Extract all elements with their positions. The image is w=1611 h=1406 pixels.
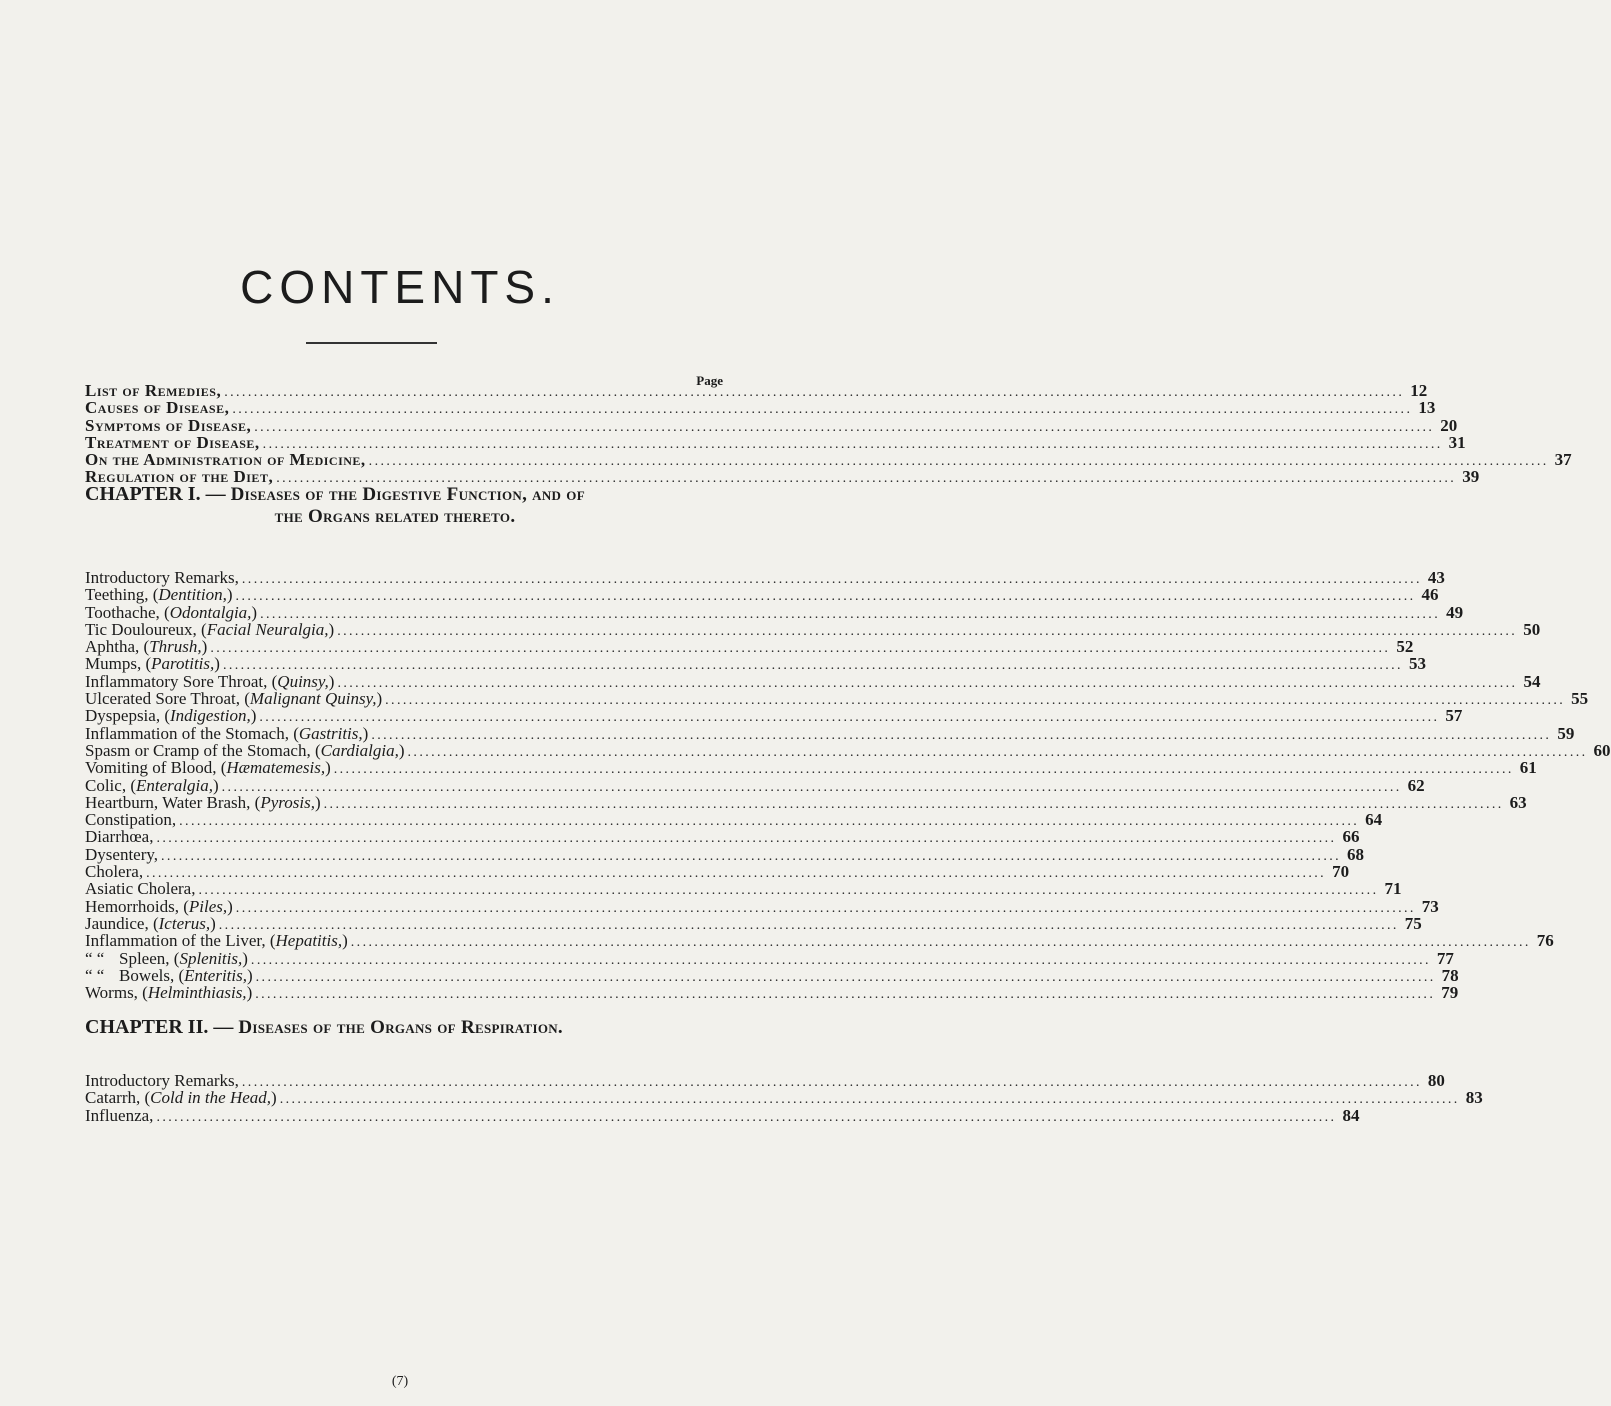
toc-page-number: 59 bbox=[1557, 723, 1575, 743]
toc-entry-paren: ) bbox=[271, 1088, 277, 1108]
toc-page-number: 61 bbox=[1519, 758, 1537, 778]
toc-entry bbox=[85, 415, 1458, 435]
chapter-2-subtitle: Diseases of the Organs of Respiration. bbox=[238, 1017, 563, 1038]
dot-leader: ........................................................................................................................................................................................................ bbox=[235, 900, 1416, 916]
toc-page-number: 70 bbox=[1332, 862, 1350, 882]
toc-page-number: 46 bbox=[1421, 585, 1439, 605]
chapter-2-entries bbox=[85, 1071, 1483, 1125]
toc-page-number: 62 bbox=[1407, 775, 1425, 795]
dot-leader: ........................................................................................................................................................................................................ bbox=[371, 727, 1552, 743]
toc-entry bbox=[85, 381, 1428, 400]
chapter-1-subtitle-line2: the Organs related thereto. bbox=[274, 506, 516, 527]
toc-page-number: 63 bbox=[1509, 792, 1527, 812]
toc-entry-label: Teething, ( bbox=[85, 585, 159, 605]
toc-entry-title bbox=[85, 915, 216, 932]
toc-page-number: 31 bbox=[1448, 432, 1466, 452]
toc-entry-paren: ) bbox=[325, 758, 331, 778]
toc-entry-paren: ) bbox=[242, 948, 248, 968]
toc-entry-latin-name: Quinsy, bbox=[277, 671, 329, 691]
toc-entry-label: Heartburn, Water Brash, ( bbox=[85, 792, 261, 812]
toc-entry-label: Jaundice, ( bbox=[85, 913, 159, 933]
toc-entry-title bbox=[85, 417, 251, 434]
chapter-1-heading bbox=[85, 483, 725, 528]
dot-leader: ........................................................................................................................................................................................................ bbox=[259, 710, 1440, 726]
toc-entry-label: Inflammation of the Stomach, ( bbox=[85, 723, 299, 743]
toc-page-number: 55 bbox=[1571, 689, 1589, 709]
dot-leader: ........................................................................................................................................................................................................ bbox=[218, 917, 1399, 933]
toc-entry-paren: ) bbox=[342, 931, 348, 951]
dot-leader: ........................................................................................................................................................................................................ bbox=[198, 883, 1379, 899]
toc-entry bbox=[85, 1088, 1483, 1108]
dot-leader: ........................................................................................................................................................................................................ bbox=[337, 623, 1518, 639]
page-title: CONTENTS. bbox=[240, 261, 560, 313]
page-folio: (7) bbox=[391, 1374, 409, 1389]
toc-entry bbox=[85, 1105, 1360, 1125]
toc-page-number: 20 bbox=[1440, 415, 1458, 435]
toc-entry bbox=[85, 775, 1425, 795]
toc-entry-label: Diarrhœa, bbox=[85, 827, 154, 847]
toc-entry bbox=[85, 432, 1466, 452]
dot-leader: ........................................................................................................................................................................................................ bbox=[385, 693, 1566, 709]
toc-entry-title bbox=[85, 967, 253, 984]
toc-page-number: 13 bbox=[1418, 398, 1436, 418]
dot-leader: ........................................................................................................................................................................................................ bbox=[260, 606, 1441, 622]
dot-leader: ........................................................................................................................................................................................................ bbox=[250, 952, 1431, 968]
toc-entry-label: Bowels, ( bbox=[119, 965, 185, 985]
toc-entry bbox=[85, 948, 1454, 968]
ditto-mark: “ “ bbox=[85, 948, 105, 968]
dot-leader: ........................................................................................................................................................................................................ bbox=[350, 935, 1531, 951]
toc-entry bbox=[85, 706, 1463, 726]
toc-entry-label: Regulation of the Diet, bbox=[85, 467, 274, 487]
dot-leader: ........................................................................................................................................................................................................ bbox=[255, 969, 1436, 985]
toc-entry bbox=[85, 619, 1541, 639]
toc-entry-label: Dyspepsia, ( bbox=[85, 706, 170, 726]
toc-entry-title bbox=[85, 794, 321, 811]
toc-entry bbox=[85, 398, 1436, 418]
toc-page-number: 50 bbox=[1523, 619, 1541, 639]
toc-entry-paren: ) bbox=[376, 689, 383, 709]
toc-entry bbox=[85, 654, 1426, 674]
toc-page-number: 49 bbox=[1446, 602, 1464, 622]
dot-leader: ........................................................................................................................................................................................................ bbox=[210, 641, 1391, 657]
dot-leader: ........................................................................................................................................................................................................ bbox=[235, 589, 1416, 605]
toc-entry-title bbox=[85, 707, 256, 724]
front-matter-list bbox=[85, 381, 1572, 487]
dot-leader: ........................................................................................................................................................................................................ bbox=[146, 866, 1327, 882]
toc-entry-title bbox=[85, 673, 334, 690]
toc-entry-latin-name: Thrush, bbox=[149, 637, 202, 657]
dot-leader: ........................................................................................................................................................................................................ bbox=[333, 762, 1514, 778]
toc-entry-title bbox=[85, 828, 153, 845]
title-rule bbox=[306, 342, 437, 344]
toc-entry-latin-name: Parotitis, bbox=[151, 654, 215, 674]
toc-page-number: 12 bbox=[1410, 381, 1428, 400]
toc-page-number: 54 bbox=[1523, 671, 1541, 691]
toc-entry-latin-name: Hepatitis, bbox=[275, 931, 343, 951]
toc-entry-paren: ) bbox=[246, 965, 253, 985]
toc-entry-label: Asiatic Cholera, bbox=[85, 879, 196, 899]
toc-entry bbox=[85, 862, 1350, 882]
toc-entry-label: Ulcerated Sore Throat, ( bbox=[85, 689, 250, 709]
toc-entry bbox=[85, 931, 1554, 951]
toc-page-number: 79 bbox=[1441, 983, 1459, 1003]
toc-page-number: 76 bbox=[1536, 931, 1554, 951]
toc-entry-latin-name: Helminthiasis, bbox=[147, 983, 247, 1003]
toc-entry-label: Inflammation of the Liver, ( bbox=[85, 931, 276, 951]
dot-leader: ........................................................................................................................................................................................................ bbox=[222, 658, 1403, 674]
toc-entry-title bbox=[85, 1072, 239, 1089]
dot-leader: ........................................................................................................................................................................................................ bbox=[161, 848, 1342, 864]
toc-entry-paren: ) bbox=[246, 983, 253, 1003]
toc-entry-label: Vomiting of Blood, ( bbox=[85, 758, 227, 778]
toc-entry-title bbox=[85, 811, 176, 828]
toc-entry-title bbox=[85, 1107, 153, 1124]
dot-leader: ........................................................................................................................................................................................................ bbox=[224, 385, 1405, 400]
toc-entry-label: Tic Douloureux, ( bbox=[85, 619, 207, 639]
chapter-2-heading bbox=[85, 1016, 725, 1039]
toc-entry-paren: ) bbox=[314, 792, 321, 812]
toc-entry-title bbox=[85, 382, 221, 399]
dot-leader: ........................................................................................................................................................................................................ bbox=[255, 987, 1436, 1003]
toc-entry-paren: ) bbox=[227, 896, 233, 916]
toc-entry-title bbox=[85, 742, 405, 759]
toc-entry bbox=[85, 792, 1527, 812]
toc-entry-title bbox=[85, 777, 219, 794]
toc-entry-paren: ) bbox=[214, 654, 220, 674]
toc-page-number: 83 bbox=[1465, 1088, 1483, 1108]
toc-entry-latin-name: Icterus, bbox=[158, 913, 211, 933]
dot-leader: ........................................................................................................................................................................................................ bbox=[221, 779, 1402, 795]
toc-entry bbox=[85, 913, 1422, 933]
toc-entry-title bbox=[85, 1089, 277, 1106]
toc-page-number: 84 bbox=[1342, 1105, 1360, 1125]
dot-leader: ........................................................................................................................................................................................................ bbox=[232, 402, 1413, 418]
toc-page-number: 68 bbox=[1347, 844, 1365, 864]
toc-entry-paren: ) bbox=[362, 723, 369, 743]
toc-entry-label: Spasm or Cramp of the Stomach, ( bbox=[85, 740, 321, 760]
toc-entry-latin-name: Gastritis, bbox=[298, 723, 363, 743]
toc-entry bbox=[85, 740, 1611, 760]
toc-entry bbox=[85, 450, 1572, 470]
toc-entry bbox=[85, 965, 1459, 985]
toc-entry-latin-name: Odontalgia, bbox=[169, 602, 252, 622]
toc-entry-label: Toothache, ( bbox=[85, 602, 170, 622]
toc-entry-paren: ) bbox=[251, 602, 258, 622]
toc-entry-latin-name: Pyrosis, bbox=[260, 792, 315, 812]
dot-leader: ........................................................................................................................................................................................................ bbox=[323, 796, 1504, 812]
toc-entry-title bbox=[85, 638, 207, 655]
toc-entry-label: Symptoms of Disease, bbox=[85, 415, 252, 435]
toc-entry bbox=[85, 568, 1445, 587]
toc-entry-latin-name: Cardialgia, bbox=[320, 740, 399, 760]
toc-entry-label: Inflammatory Sore Throat, ( bbox=[85, 671, 278, 691]
toc-entry-label: Spleen, ( bbox=[119, 948, 180, 968]
toc-entry-label: Worms, ( bbox=[85, 983, 148, 1003]
toc-entry bbox=[85, 602, 1464, 622]
toc-entry bbox=[85, 671, 1541, 691]
toc-entry-latin-name: Piles, bbox=[188, 896, 228, 916]
toc-entry-label: Constipation, bbox=[85, 810, 177, 830]
toc-entry-label: On the Administration of Medicine, bbox=[85, 450, 366, 470]
toc-entry bbox=[85, 810, 1383, 830]
toc-entry-title bbox=[85, 759, 331, 776]
toc-page-number: 71 bbox=[1384, 879, 1402, 899]
toc-entry-paren: ) bbox=[226, 585, 233, 605]
ditto-mark: “ “ bbox=[85, 965, 105, 985]
toc-entry-paren: ) bbox=[210, 913, 216, 933]
toc-page-number: 64 bbox=[1365, 810, 1383, 830]
toc-entry-latin-name: Enteritis, bbox=[184, 965, 247, 985]
toc-page-number: 37 bbox=[1554, 450, 1572, 470]
toc-page-number: 77 bbox=[1436, 948, 1454, 968]
toc-entry-label: Colic, ( bbox=[85, 775, 136, 795]
chapter-1-entries bbox=[85, 568, 1611, 1003]
dot-leader: ........................................................................................................................................................................................................ bbox=[337, 675, 1518, 691]
dot-leader: ........................................................................................................................................................................................................ bbox=[407, 744, 1588, 760]
toc-page-number: 75 bbox=[1404, 913, 1422, 933]
toc-page-number: 66 bbox=[1342, 827, 1360, 847]
toc-entry-paren: ) bbox=[212, 775, 219, 795]
dot-leader: ........................................................................................................................................................................................................ bbox=[254, 419, 1435, 435]
toc-entry-label: Introductory Remarks, bbox=[85, 568, 239, 587]
toc-page-number: 78 bbox=[1441, 965, 1459, 985]
toc-entry-label: Aphtha, ( bbox=[85, 637, 150, 657]
toc-entry bbox=[85, 1071, 1445, 1090]
toc-entry-title bbox=[85, 846, 158, 863]
toc-entry-paren: ) bbox=[398, 740, 405, 760]
dot-leader: ........................................................................................................................................................................................................ bbox=[279, 1092, 1460, 1108]
toc-entry-paren: ) bbox=[201, 637, 208, 657]
chapter-1-number: CHAPTER I. — bbox=[85, 483, 231, 505]
toc-entry-title bbox=[85, 569, 239, 586]
toc-entry-title bbox=[85, 621, 334, 638]
chapter-2-number: CHAPTER II. — bbox=[85, 1016, 239, 1038]
toc-entry-paren: ) bbox=[250, 706, 257, 726]
toc-entry-title bbox=[85, 586, 233, 603]
toc-entry-title bbox=[85, 932, 348, 949]
chapter-1-subtitle-line1: Diseases of the Digestive Function, and of bbox=[230, 484, 585, 505]
toc-entry bbox=[85, 844, 1365, 864]
toc-entry-label: Hemorrhoids, ( bbox=[85, 896, 189, 916]
dot-leader: ........................................................................................................................................................................................................ bbox=[179, 814, 1360, 830]
dot-leader: ........................................................................................................................................................................................................ bbox=[156, 1109, 1337, 1125]
toc-entry bbox=[85, 896, 1439, 916]
toc-entry-latin-name: Indigestion, bbox=[169, 706, 251, 726]
toc-page-number: 43 bbox=[1427, 568, 1445, 587]
toc-entry-title bbox=[85, 604, 257, 621]
toc-entry bbox=[85, 723, 1575, 743]
toc-entry-label: Treatment of Disease, bbox=[85, 432, 260, 452]
dot-leader: ........................................................................................................................................................................................................ bbox=[241, 572, 1422, 587]
toc-entry-label: Dysentery, bbox=[85, 844, 159, 864]
dot-leader: ........................................................................................................................................................................................................ bbox=[276, 471, 1457, 487]
toc-entry bbox=[85, 758, 1537, 778]
toc-page-number: 53 bbox=[1408, 654, 1426, 674]
toc-entry bbox=[85, 827, 1360, 847]
toc-entry-latin-name: Splenitis, bbox=[179, 948, 243, 968]
toc-entry-latin-name: Facial Neuralgia, bbox=[206, 619, 329, 639]
toc-entry-latin-name: Enteralgia, bbox=[136, 775, 213, 795]
toc-entry-label: Cholera, bbox=[85, 862, 144, 882]
toc-entry-latin-name: Hæmatemesis, bbox=[226, 758, 326, 778]
toc-entry-title bbox=[85, 434, 260, 451]
toc-entry-title bbox=[85, 984, 252, 1001]
toc-entry-title bbox=[85, 655, 220, 672]
toc-entry-latin-name: Cold in the Head, bbox=[150, 1088, 272, 1108]
toc-entry-paren: ) bbox=[328, 619, 335, 639]
toc-entry-label: Mumps, ( bbox=[85, 654, 152, 674]
toc-page-number: 57 bbox=[1445, 706, 1463, 726]
toc-page-number: 60 bbox=[1593, 740, 1611, 760]
toc-entry-label: Influenza, bbox=[85, 1105, 154, 1125]
toc-entry-title bbox=[85, 880, 195, 897]
toc-page-number: 39 bbox=[1462, 467, 1480, 487]
toc-page-number: 52 bbox=[1396, 637, 1414, 657]
toc-entry bbox=[85, 879, 1402, 899]
toc-entry-title bbox=[85, 950, 248, 967]
dot-leader: ........................................................................................................................................................................................................ bbox=[368, 454, 1549, 470]
dot-leader: ........................................................................................................................................................................................................ bbox=[241, 1075, 1422, 1090]
toc-entry-paren: ) bbox=[328, 671, 335, 691]
toc-entry-label: Catarrh, ( bbox=[85, 1088, 151, 1108]
toc-entry-title bbox=[85, 725, 368, 742]
toc-entry bbox=[85, 637, 1414, 657]
toc-entry-label: Causes of Disease, bbox=[85, 398, 230, 418]
toc-entry-title bbox=[85, 690, 382, 707]
page-column-header: Page bbox=[696, 373, 723, 388]
toc-entry-title bbox=[85, 399, 229, 416]
toc-entry-latin-name: Malignant Quinsy, bbox=[249, 689, 377, 709]
toc-entry bbox=[85, 689, 1589, 709]
toc-entry-title bbox=[85, 451, 366, 468]
toc-entry-label: List of Remedies, bbox=[85, 381, 222, 400]
toc-entry bbox=[85, 983, 1459, 1003]
toc-entry-label: Introductory Remarks, bbox=[85, 1071, 239, 1090]
toc-entry bbox=[85, 585, 1439, 605]
dot-leader: ........................................................................................................................................................................................................ bbox=[156, 831, 1337, 847]
dot-leader: ........................................................................................................................................................................................................ bbox=[262, 436, 1443, 452]
toc-entry-title bbox=[85, 863, 143, 880]
toc-entry-latin-name: Dentition, bbox=[158, 585, 227, 605]
toc-entry-title bbox=[85, 898, 233, 915]
toc-page-number: 80 bbox=[1427, 1071, 1445, 1090]
toc-page-number: 73 bbox=[1421, 896, 1439, 916]
